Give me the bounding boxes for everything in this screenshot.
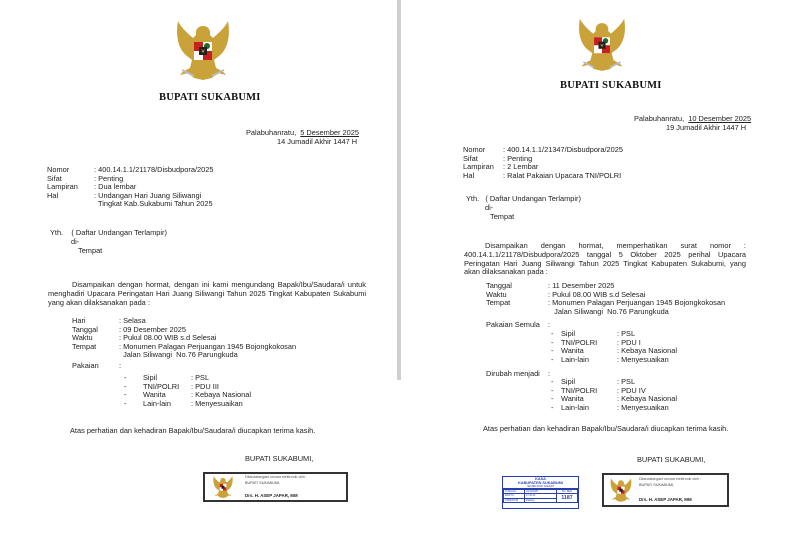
meta-row: Hal : Undangan Hari Juang Siliwangi — [47, 190, 202, 200]
detail-row: Tanggal : 11 Desember 2025 — [486, 281, 615, 290]
attire-row: - TNI/POLRI : PDU III — [124, 381, 219, 391]
recipient-tempat: Tempat — [490, 212, 515, 221]
event-details — [72, 317, 296, 371]
attire-after-list — [551, 378, 677, 412]
esign-note: Ditandatangani secara elektronik oleh : — [245, 475, 308, 479]
recipient-tempat: Tempat — [78, 246, 103, 255]
garuda-emblem-icon — [607, 477, 635, 505]
garuda-emblem-icon — [209, 475, 237, 501]
letter-body: Disampaikan dengan hormat, memperhatikan surat nomor : 400.14.1.1/21178/Disbudpora/2025 tanggal 5 Oktober 2025 perihal Upacara Peringatan Hari Juang Siliwangi Tahun 2025 Tingkat Kabupaten Sukabumi, yang akan dilaksanakan pada : — [464, 241, 746, 277]
meta-row: Nomor : 400.14.1.1/21347/Disbudpora/2025 — [463, 145, 623, 154]
meta-row: Lampiran : 2 Lembar — [463, 162, 539, 172]
attire-row: - Sipil : PSL — [551, 329, 636, 338]
attire-after-label: Dirubah menjadi : — [486, 369, 551, 378]
event-details — [486, 282, 725, 316]
hijri-date: 19 Jumadil Akhir 1447 H — [666, 123, 747, 132]
esign-name: Drs. H. ASEP JAPAR, MM — [639, 497, 692, 502]
detail-row: Jalan Siliwangi No.76 Parungkuda — [119, 350, 238, 360]
meta-row: Lampiran : Dua lembar — [47, 182, 137, 192]
detail-row: Tanggal : 09 Desember 2025 — [72, 324, 186, 334]
electronic-signature-box — [203, 472, 348, 502]
letter-body: Disampaikan dengan hormat, dengan ini kami mengundang Bapak/Ibu/Saudara/i untuk menghadiri Upacara Peringatan Hari Juang Siliwangi Tahun 2025 Tingkat Kabupaten Sukabumi yang akan dilaksanakan pada : — [48, 280, 366, 307]
recipient-block: Yth. ( Daftar Undangan Terlampir) — [50, 228, 167, 237]
attire-list — [124, 374, 251, 408]
garuda-emblem-icon — [571, 16, 633, 78]
esign-office: BUPATI SUKABUMI, — [639, 483, 675, 487]
stamp-subtitle: KABUPATEN SUKABUMI — [518, 481, 563, 485]
closing-text: Atas perhatian dan kehadiran Bapak/Ibu/Saudara/i diucapkan terima kasih. — [483, 424, 729, 433]
letter-place: Palabuhanratu, — [634, 114, 685, 123]
closing-text: Atas perhatian dan kehadiran Bapak/Ibu/Saudara/i diucapkan terima kasih. — [70, 426, 316, 435]
signatory-title: BUPATI SUKABUMI, — [245, 454, 314, 463]
letter-meta — [47, 166, 213, 209]
detail-row: Waktu : Pukul 08.00 WIB s.d Selesai — [72, 333, 217, 343]
attire-row: - Lain-lain : Menyesuaikan — [124, 398, 243, 408]
meta-row: Sifat : Penting — [463, 153, 533, 163]
detail-row: Tempat : Monumen Palagan Perjuangan 1945 Bojongkokosan — [486, 298, 726, 308]
detail-row: Waktu : Pukul 08.00 WIB s.d Selesai — [486, 289, 646, 299]
stamp-table: TANGGAL 10/12/2025 NO. REG WAKTU 17.22.42 1187 OPERATOR Dadang — [503, 489, 578, 503]
letterhead-title: BUPATI SUKABUMI — [159, 92, 261, 103]
detail-row: Hari : Selasa — [72, 316, 146, 325]
detail-row: Tempat : Monumen Palagan Perjuangan 1945 Bojongkokosan — [72, 341, 297, 351]
letterhead-title: BUPATI SUKABUMI — [560, 80, 662, 91]
esign-note: Ditandatangani secara elektronik oleh : — [639, 477, 702, 481]
esign-name: Drs. H. ASEP JAPAR, MM — [245, 493, 298, 498]
stamp-reg-number: 1187 — [557, 494, 578, 503]
attire-before-label: Pakaian Semula : — [486, 320, 551, 329]
recipient-addressee: ( Daftar Undangan Terlampir) — [485, 194, 581, 203]
attire-row: - Wanita : Kebaya Nasional — [124, 390, 251, 400]
letter-correction — [401, 0, 800, 533]
stamp-caption: SEKRETARIAT DAERAH — [503, 485, 578, 489]
detail-row: Pakaian : — [72, 360, 122, 370]
detail-row: Jalan Siliwangi No.76 Parungkuda — [548, 306, 669, 316]
attire-row: - Lain-lain : Menyesuaikan — [551, 402, 669, 412]
recipient-addressee: ( Daftar Undangan Terlampir) — [71, 228, 167, 237]
attire-row: - Sipil : PSL — [124, 373, 210, 382]
meta-row: Hal : Ralat Pakaian Upacara TNI/POLRI — [463, 170, 622, 180]
attire-before-list — [551, 330, 677, 364]
letter-place: Palabuhanratu, — [246, 128, 297, 137]
recipient-block: Yth. ( Daftar Undangan Terlampir) — [466, 194, 581, 203]
letter-invitation — [0, 0, 397, 533]
letter-date: 10 Desember 2025 — [688, 114, 752, 123]
recipient-di: di- — [71, 237, 80, 246]
stamp-title: KASA — [535, 477, 546, 481]
registry-stamp — [502, 476, 579, 509]
letter-date: 5 Desember 2025 — [300, 128, 359, 137]
attire-row: - Sipil : PSL — [551, 377, 636, 386]
hijri-date: 14 Jumadil Akhir 1447 H — [277, 137, 358, 146]
esign-office: BUPATI SUKABUMI, — [245, 481, 281, 485]
letter-meta — [463, 146, 623, 180]
meta-row: Sifat : Penting — [47, 173, 124, 183]
signatory-title: BUPATI SUKABUMI, — [637, 455, 706, 464]
meta-row: Nomor : 400.14.1.1/21178/Disbudpora/2025 — [47, 165, 214, 174]
attire-row: - TNI/POLRI : PDU IV — [551, 385, 646, 395]
attire-row: - Wanita : Kebaya Nasional — [551, 394, 677, 404]
attire-row: - TNI/POLRI : PDU I — [551, 337, 641, 347]
recipient-di: di- — [485, 203, 494, 212]
attire-row: - Lain-lain : Menyesuaikan — [551, 354, 669, 364]
garuda-emblem-icon — [168, 18, 238, 88]
attire-row: - Wanita : Kebaya Nasional — [551, 346, 677, 356]
meta-row: Tingkat Kab.Sukabumi Tahun 2025 — [94, 199, 213, 209]
electronic-signature-box — [602, 473, 729, 507]
